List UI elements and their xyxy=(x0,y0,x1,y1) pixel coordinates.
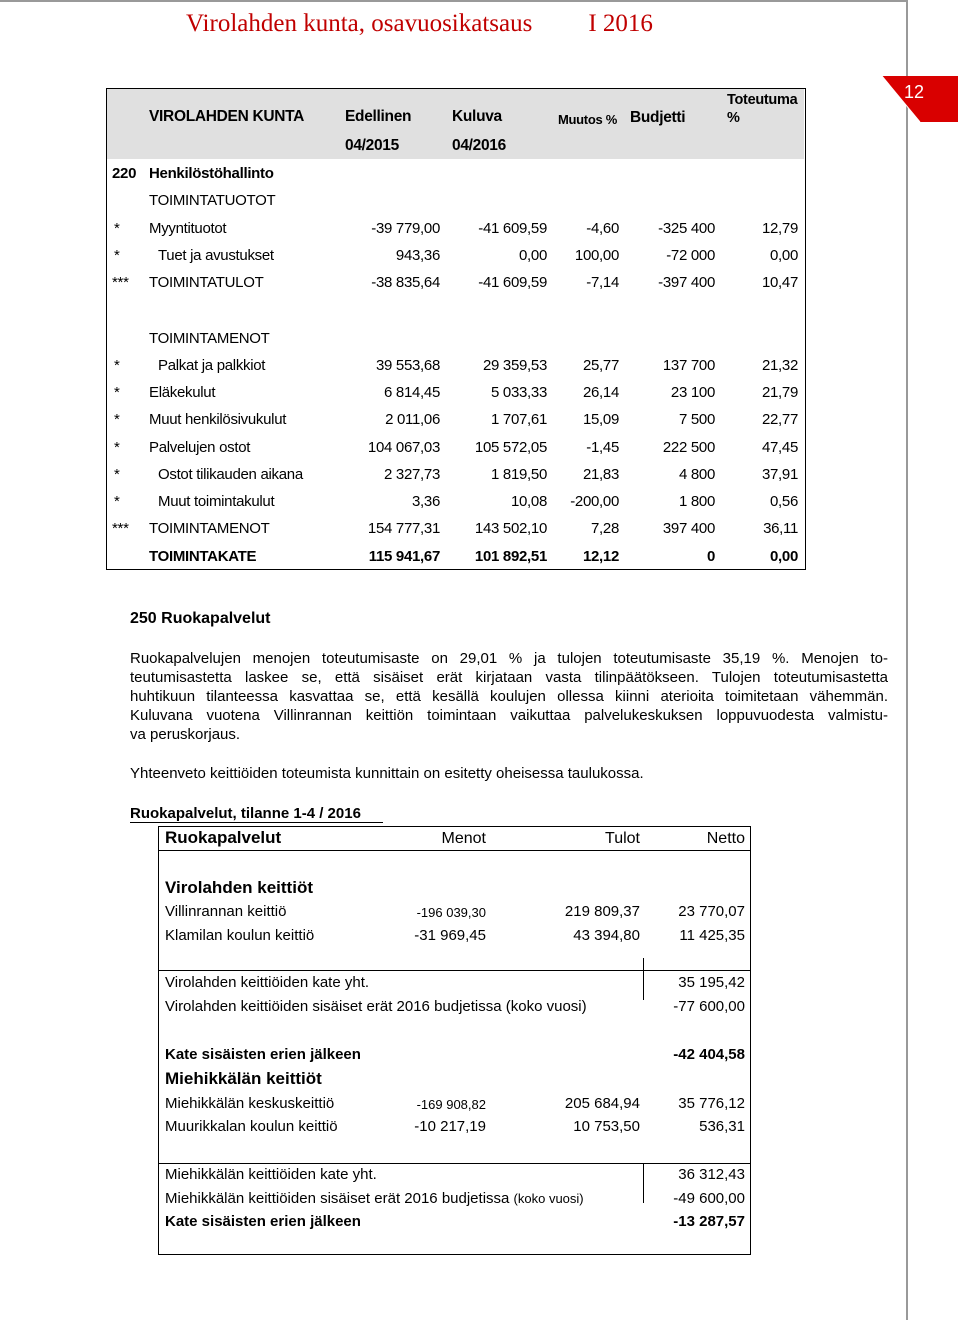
kate-label: Virolahden keittiöiden kate yht. xyxy=(165,974,370,991)
cell-prev: 6 814,45 xyxy=(384,384,440,401)
col-header-curr-period: 04/2016 xyxy=(452,137,506,154)
cell-real: 47,45 xyxy=(761,439,798,456)
row-label: Myyntituotot xyxy=(149,220,227,237)
col-header-prev: Edellinen xyxy=(345,108,412,125)
cell-curr: 1 819,50 xyxy=(491,466,547,483)
row-marker: * xyxy=(114,220,120,237)
cell-menot: -169 908,82 xyxy=(416,1097,486,1112)
table-caption: Ruokapalvelut, tilanne 1-4 / 2016 xyxy=(130,805,361,822)
cell-real: 22,77 xyxy=(761,411,798,428)
row-label: Klamilan koulun keittiö xyxy=(165,927,315,944)
cell-budget: 1 800 xyxy=(678,493,715,510)
kate-value: 36 312,43 xyxy=(678,1166,745,1183)
col-header-realization: Toteutuma xyxy=(727,92,798,108)
internal-label: Virolahden keittiöiden sisäiset erät 2016 budjetissa (koko vuosi) xyxy=(165,998,587,1015)
after-label: Kate sisäisten erien jälkeen xyxy=(165,1046,361,1063)
cell-prev: 104 067,03 xyxy=(367,439,440,456)
paragraph-line: va peruskorjaus. xyxy=(130,726,241,743)
col-header-netto: Netto xyxy=(706,830,745,847)
row-marker: * xyxy=(114,247,120,264)
cell-real: 0,00 xyxy=(770,247,798,264)
cell-menot: -31 969,45 xyxy=(414,927,486,944)
cell-prev: 2 327,73 xyxy=(384,466,440,483)
section-heading: 250 Ruokapalvelut xyxy=(130,610,271,627)
section-name: Henkilöstöhallinto xyxy=(149,165,274,182)
cell-netto: 536,31 xyxy=(699,1118,745,1135)
cell-budget: -325 400 xyxy=(658,220,715,237)
cell-change: 100,00 xyxy=(574,247,619,264)
internal-label-note: (koko vuosi) xyxy=(513,1191,584,1206)
cell-change: 21,83 xyxy=(582,466,619,483)
row-marker: *** xyxy=(112,520,129,537)
group-title: Miehikkälän keittiöt xyxy=(165,1069,322,1088)
after-value: -42 404,58 xyxy=(673,1046,745,1063)
cell-budget: 7 500 xyxy=(678,411,715,428)
cell-real: 0,00 xyxy=(770,548,798,565)
internal-value: -77 600,00 xyxy=(673,998,745,1015)
cell-change: -200,00 xyxy=(570,493,619,510)
expense-title: TOIMINTAMENOT xyxy=(149,330,270,347)
internal-label xyxy=(165,1190,584,1207)
cell-change: -1,45 xyxy=(586,439,619,456)
cell-menot: -196 039,30 xyxy=(416,905,486,920)
cell-curr: 101 892,51 xyxy=(474,548,547,565)
cell-curr: -41 609,59 xyxy=(478,220,547,237)
col-header-budget: Budjetti xyxy=(630,109,686,126)
cell-curr: 1 707,61 xyxy=(491,411,547,428)
kate-value: 35 195,42 xyxy=(678,974,745,991)
cell-prev: 154 777,31 xyxy=(367,520,440,537)
kate-label: Miehikkälän keittiöiden kate yht. xyxy=(165,1166,377,1183)
cell-budget: 4 800 xyxy=(678,466,715,483)
col-header-tulot: Tulot xyxy=(605,830,640,847)
row-label: Miehikkälän keskuskeittiö xyxy=(165,1095,335,1112)
cell-real: 37,91 xyxy=(761,466,798,483)
cell-curr: 10,08 xyxy=(510,493,547,510)
cell-curr: 105 572,05 xyxy=(474,439,547,456)
cell-real: 21,32 xyxy=(761,357,798,374)
cell-prev: -39 779,00 xyxy=(371,220,440,237)
col-header-menot: Menot xyxy=(441,830,486,847)
page-number: 12 xyxy=(903,82,925,102)
cell-real: 21,79 xyxy=(761,384,798,401)
cell-curr: 143 502,10 xyxy=(474,520,547,537)
paragraph: Yhteenveto keittiöiden toteumista kunnittain on esitetty oheisessa taulukossa. xyxy=(130,765,644,782)
row-label: Eläkekulut xyxy=(149,384,216,401)
row-label: Palvelujen ostot xyxy=(149,439,251,456)
caption-underline xyxy=(130,822,383,823)
cell-real: 0,56 xyxy=(770,493,798,510)
cell-budget: -397 400 xyxy=(658,274,715,291)
kitchen-table-title: Ruokapalvelut xyxy=(165,828,282,847)
cell-tulot: 219 809,37 xyxy=(564,903,640,920)
cell-change: -7,14 xyxy=(586,274,619,291)
cell-curr: 0,00 xyxy=(519,247,547,264)
internal-label-text: Miehikkälän keittiöiden sisäiset erät 2016 budjetissa xyxy=(165,1190,510,1207)
cell-tulot: 43 394,80 xyxy=(573,927,640,944)
cell-curr: 5 033,33 xyxy=(491,384,547,401)
paragraph-line: huhtikuun tilanteessa kasvattaa se, että kesällä koulujen ollessa kiinni aterioita toimitetaan vähemmän. xyxy=(130,688,888,705)
row-marker: * xyxy=(114,411,120,428)
col-header-realization-pct: % xyxy=(727,110,740,126)
cell-budget: -72 000 xyxy=(666,247,715,264)
cell-prev: 2 011,06 xyxy=(385,411,440,428)
cell-netto: 23 770,07 xyxy=(678,903,745,920)
row-marker: * xyxy=(114,357,120,374)
cell-budget: 137 700 xyxy=(662,357,715,374)
row-label: Ostot tilikauden aikana xyxy=(158,466,303,483)
cell-prev: 943,36 xyxy=(395,247,440,264)
cell-budget: 23 100 xyxy=(670,384,715,401)
row-divider xyxy=(158,970,751,971)
income-title: TOIMINTATUOTOT xyxy=(149,192,276,209)
header-period: I 2016 xyxy=(588,10,653,37)
cell-netto: 35 776,12 xyxy=(678,1095,745,1112)
cell-budget: 0 xyxy=(706,548,715,565)
cell-change: 12,12 xyxy=(582,548,619,565)
cell-menot: -10 217,19 xyxy=(414,1118,486,1135)
paragraph-line: teutumisastetta laskee se, että sisäiset erät kirjataan vasta tilinpäätökseen. Tulojen toteutumisastetta xyxy=(130,669,888,686)
row-label: Muurikkalan koulun keittiö xyxy=(165,1118,338,1135)
cell-tulot: 205 684,94 xyxy=(564,1095,640,1112)
cell-change: 15,09 xyxy=(582,411,619,428)
cell-change: -4,60 xyxy=(586,220,619,237)
paragraph-line: Kuluvana vuotena Villinrannan keittiön toimintaan vaikuttaa palvelukeskuksen loppuvuodesta valmistu- xyxy=(130,707,888,724)
cell-tulot: 10 753,50 xyxy=(573,1118,640,1135)
row-label: Tuet ja avustukset xyxy=(158,247,274,264)
cell-budget: 397 400 xyxy=(662,520,715,537)
cell-prev: 39 553,68 xyxy=(375,357,440,374)
row-marker: * xyxy=(114,466,120,483)
page-header xyxy=(186,10,653,38)
row-label: TOIMINTAKATE xyxy=(149,548,257,565)
cell-budget: 222 500 xyxy=(662,439,715,456)
col-header-curr: Kuluva xyxy=(452,108,502,125)
row-marker: *** xyxy=(112,274,129,291)
cell-curr: 29 359,53 xyxy=(482,357,547,374)
row-divider xyxy=(158,1163,751,1164)
header-title: Virolahden kunta, osavuosikatsaus xyxy=(186,10,533,37)
col-header-prev-period: 04/2015 xyxy=(345,137,399,154)
cell-change: 25,77 xyxy=(582,357,619,374)
internal-value: -49 600,00 xyxy=(673,1190,745,1207)
cell-prev: 115 941,67 xyxy=(368,548,440,565)
group-title: Virolahden keittiöt xyxy=(165,878,313,897)
cell-change: 26,14 xyxy=(582,384,619,401)
row-marker: * xyxy=(114,384,120,401)
cell-real: 12,79 xyxy=(761,220,798,237)
cell-prev: 3,36 xyxy=(412,493,440,510)
row-label: TOIMINTAMENOT xyxy=(149,520,270,537)
cell-real: 10,47 xyxy=(761,274,798,291)
row-label: Muut henkilösivukulut xyxy=(149,411,287,428)
section-code: 220 xyxy=(112,165,137,182)
cell-curr: -41 609,59 xyxy=(478,274,547,291)
row-marker: * xyxy=(114,439,120,456)
row-label: Villinrannan keittiö xyxy=(165,903,287,920)
row-marker: * xyxy=(114,493,120,510)
after-value: -13 287,57 xyxy=(673,1213,745,1230)
paragraph-line: Ruokapalvelujen menojen toteutumisaste on 29,01 % ja tulojen toteutumisaste 35,19 %. Menojen to- xyxy=(130,650,888,667)
row-label: TOIMINTATULOT xyxy=(149,274,264,291)
row-divider xyxy=(158,850,751,851)
table-title: VIROLAHDEN KUNTA xyxy=(149,108,305,125)
cell-netto: 11 425,35 xyxy=(679,927,745,944)
after-label: Kate sisäisten erien jälkeen xyxy=(165,1213,361,1230)
cell-change: 7,28 xyxy=(591,520,619,537)
row-label: Muut toimintakulut xyxy=(158,493,275,510)
cell-real: 36,11 xyxy=(763,520,798,537)
col-header-change: Muutos % xyxy=(558,112,617,127)
row-label: Palkat ja palkkiot xyxy=(158,357,266,374)
cell-prev: -38 835,64 xyxy=(371,274,440,291)
